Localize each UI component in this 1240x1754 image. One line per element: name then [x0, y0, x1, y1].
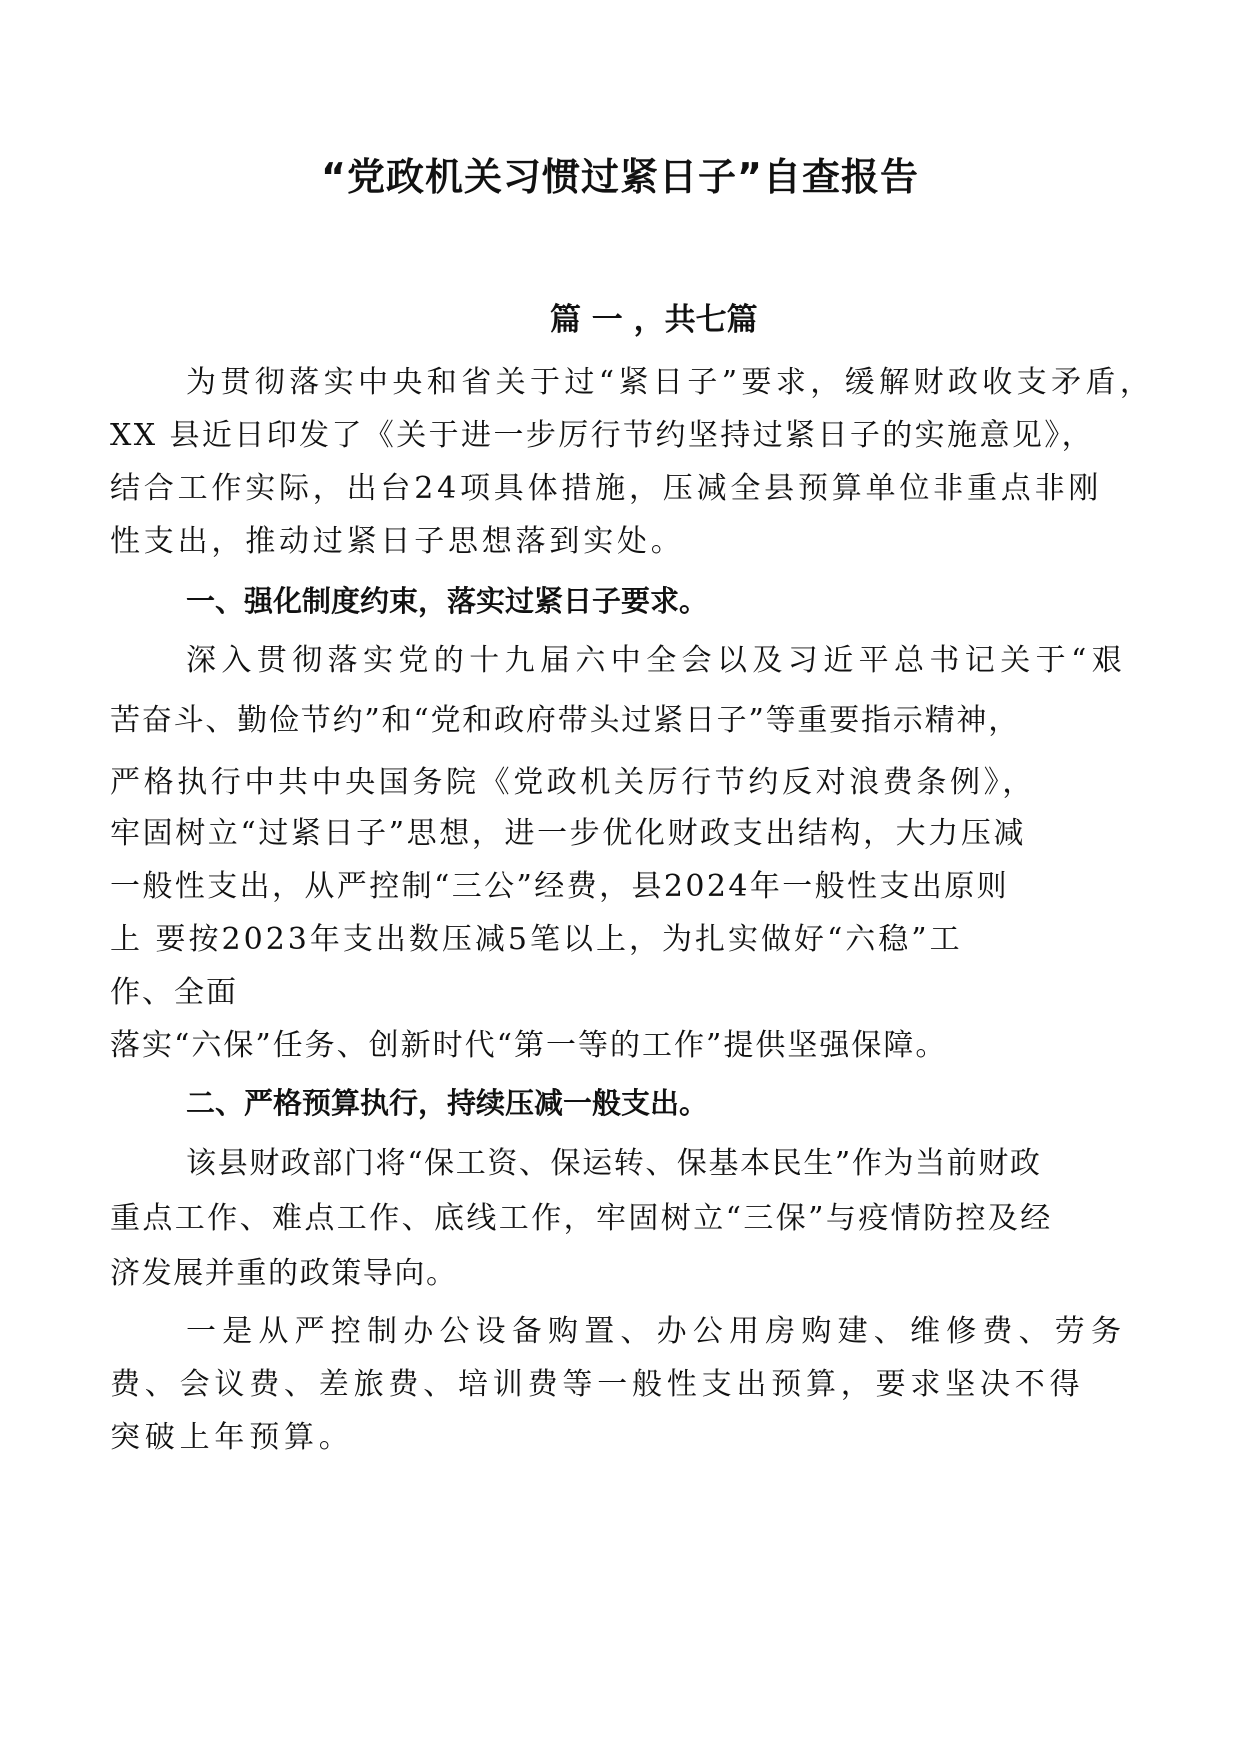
paragraph-line: 落实“六保”任务、创新时代“第一等的工作”提供坚强保障。: [110, 1028, 948, 1063]
paragraph-line: 一是从严控制办公设备购置、办公用房购建、维修费、劳务: [186, 1314, 1128, 1349]
paragraph-line: 为贯彻落实中央和省关于过“紧日子”要求，缓解财政收支矛盾，: [186, 365, 1155, 400]
document-subtitle: 篇 一 ，共七篇: [550, 302, 758, 338]
paragraph-line: 该县财政部门将“保工资、保运转、保基本民生”作为当前财政: [186, 1146, 1042, 1181]
paragraph-line: 济发展并重的政策导向。: [110, 1256, 458, 1291]
paragraph-line: 重点工作、难点工作、底线工作，牢固树立“三保”与疫情防控及经: [110, 1201, 1053, 1236]
section-heading-2: 二、严格预算执行，持续压减一般支出。: [186, 1086, 709, 1120]
document-title: “党政机关习惯过紧日子”自查报告: [321, 155, 919, 199]
paragraph-line: XX 县近日印发了《关于进一步厉行节约坚持过紧日子的实施意见》，: [110, 418, 1095, 453]
paragraph-line: 上 要按2023年支出数压减5笔以上，为扎实做好“六稳”工: [110, 922, 963, 957]
paragraph-line: 突破上年预算。: [110, 1420, 354, 1455]
paragraph-line: 深入贯彻落实党的十九届六中全会以及习近平总书记关于“艰: [186, 643, 1128, 678]
paragraph-line: 严格执行中共中央国务院《党政机关厉行节约反对浪费条例》，: [110, 765, 1036, 800]
section-heading-1: 一、强化制度约束，落实过紧日子要求。: [186, 584, 709, 618]
paragraph-line: 一般性支出，从严控制“三公”经费，县2024年一般性支出原则: [110, 869, 1010, 904]
paragraph-line: 结合工作实际，出台24项具体措施，压减全县预算单位非重点非刚: [110, 471, 1103, 506]
paragraph-line: 费、会议费、差旅费、培训费等一般性支出预算，要求坚决不得: [110, 1367, 1085, 1402]
paragraph-line: 性支出，推动过紧日子思想落到实处。: [110, 524, 685, 559]
paragraph-line: 苦奋斗、勤俭节约”和“党和政府带头过紧日子”等重要指示精神，: [110, 703, 1021, 738]
paragraph-line: 作、全面: [110, 975, 238, 1010]
paragraph-line: 牢固树立“过紧日子”思想，进一步优化财政支出结构，大力压减: [110, 816, 1027, 851]
